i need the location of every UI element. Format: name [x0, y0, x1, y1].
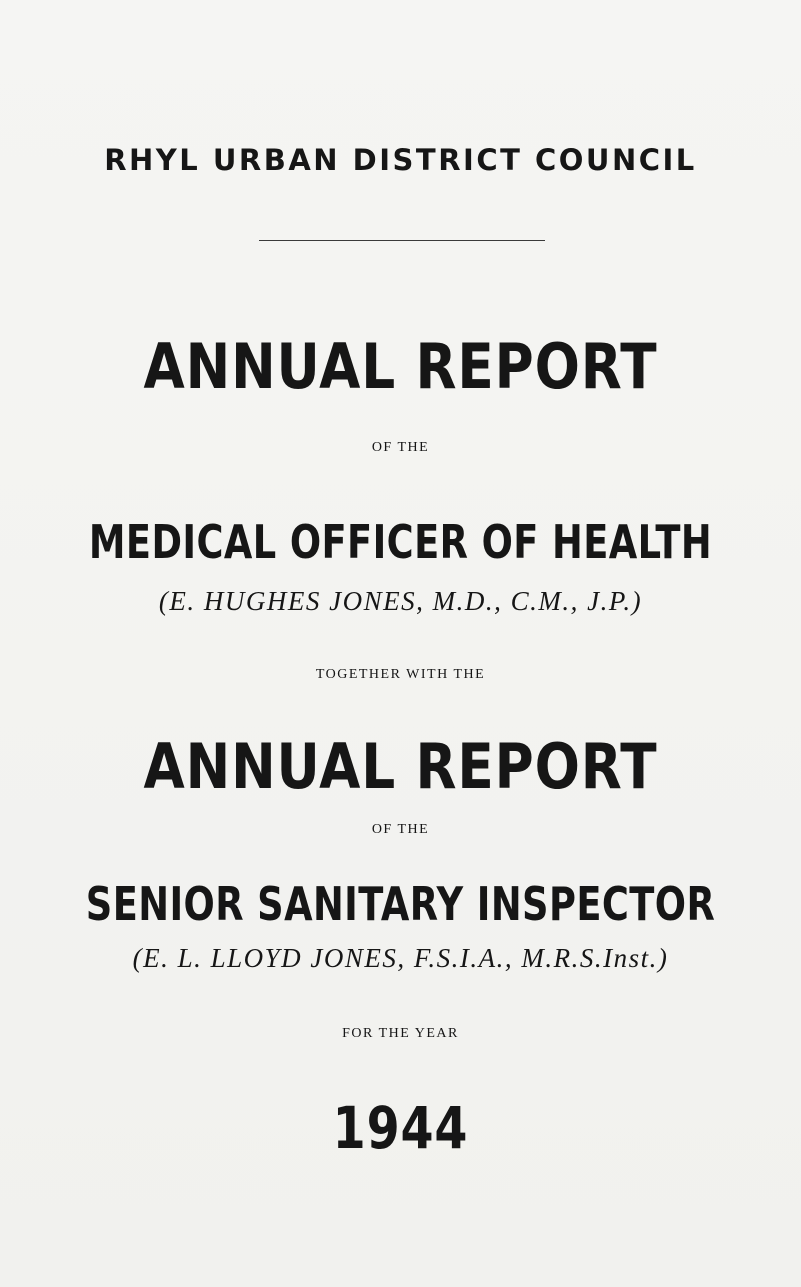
- of-the-label-second: OF THE: [371, 822, 430, 837]
- annual-report-heading: ANNUAL REPORT: [143, 330, 658, 403]
- together-with-label: TOGETHER WITH THE: [315, 667, 486, 682]
- medical-officer-heading: MEDICAL OFFICER OF HEALTH: [88, 515, 713, 569]
- for-the-year-label: FOR THE YEAR: [342, 1026, 459, 1041]
- annual-report-heading-second: ANNUAL REPORT: [143, 730, 658, 803]
- medical-officer-name: (E. HUGHES JONES, M.D., C.M., J.P.): [158, 586, 643, 616]
- sanitary-inspector-name: (E. L. LLOYD JONES, F.S.I.A., M.R.S.Inst.): [132, 943, 669, 973]
- title-divider: [259, 240, 545, 241]
- of-the-label: OF THE: [371, 440, 430, 455]
- sanitary-inspector-heading: SENIOR SANITARY INSPECTOR: [85, 877, 716, 931]
- report-year: 1944: [332, 1094, 469, 1162]
- council-title: RHYL URBAN DISTRICT COUNCIL: [104, 143, 697, 177]
